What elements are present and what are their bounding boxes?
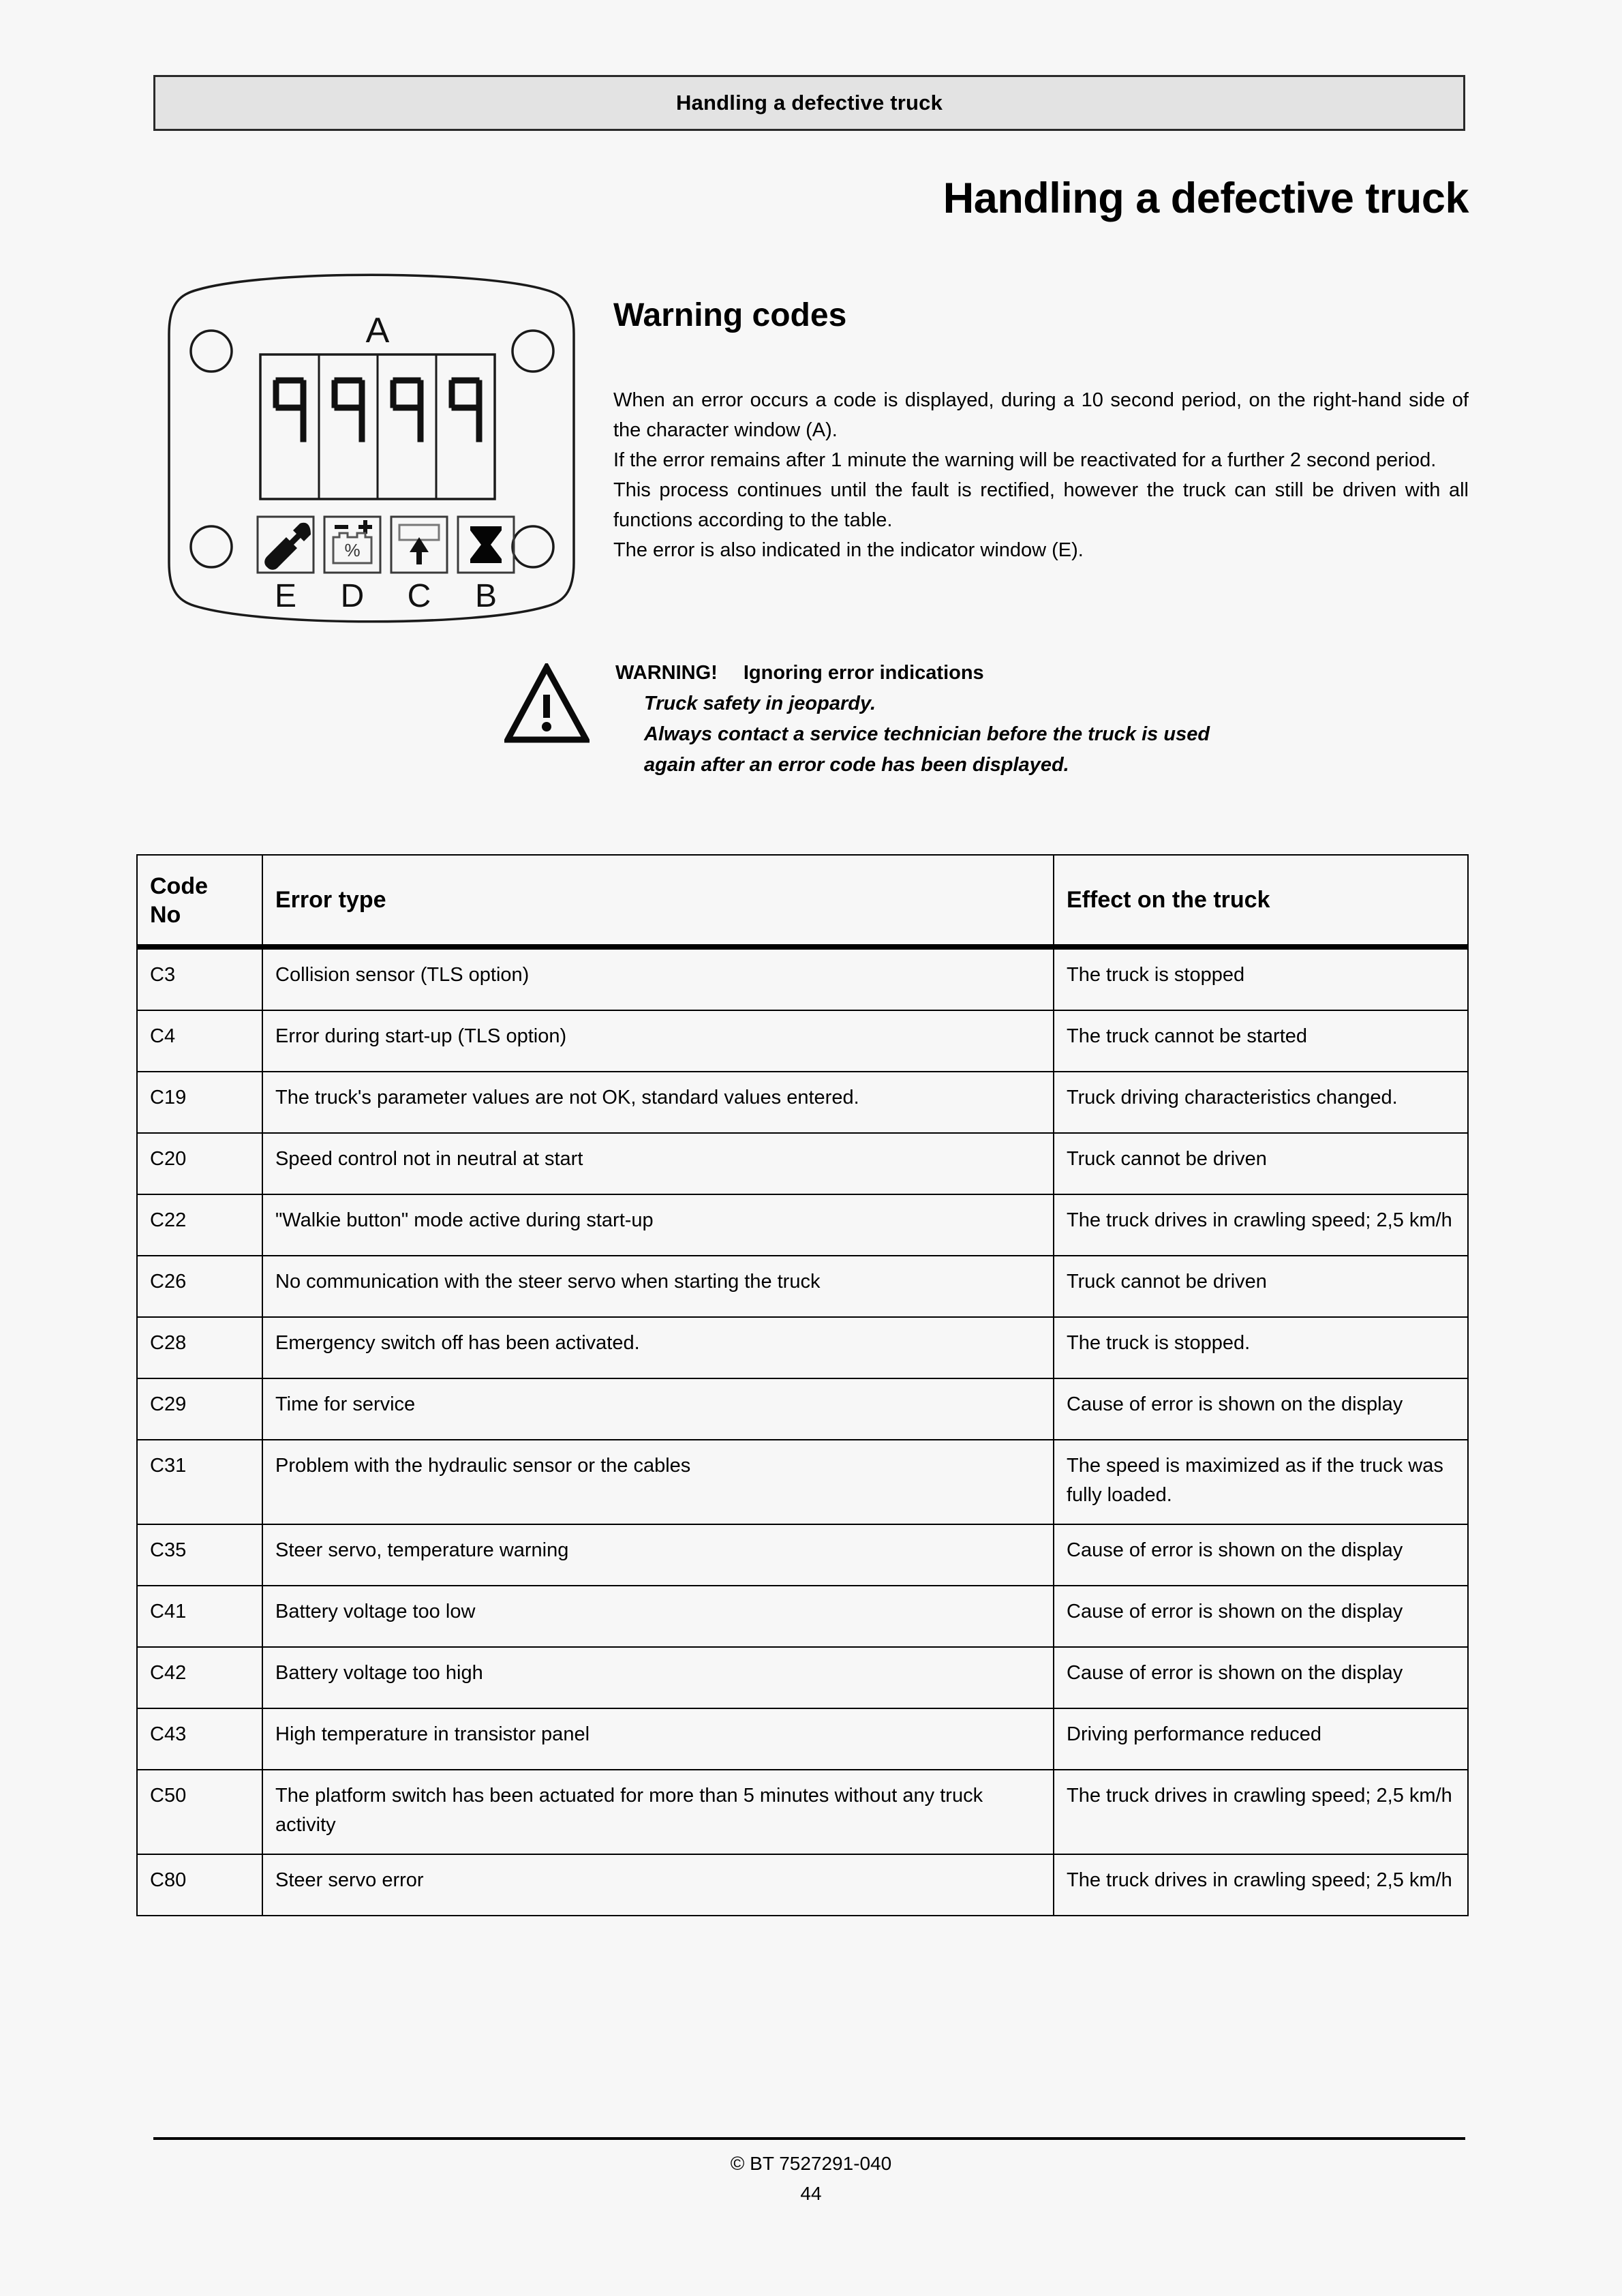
warning-line-1: Truck safety in jeopardy. [644,693,876,714]
cell-code: C19 [137,1072,262,1133]
screw-hole-top-right [512,331,553,372]
intro-paragraph-1: When an error occurs a code is displayed, during a 10 second period, on the right-hand side of the character window (A). [613,389,1469,441]
cell-effect: Cause of error is shown on the display [1054,1524,1468,1586]
intro-text [613,385,1469,565]
warning-triangle-icon [504,663,590,745]
cell-error-type: Problem with the hydraulic sensor or the cables [262,1440,1054,1524]
cell-error-type: "Walkie button" mode active during start-up [262,1194,1054,1256]
battery-percent-icon [324,517,380,573]
indicator-label-b: B [474,578,498,614]
cell-error-type: Steer servo, temperature warning [262,1524,1054,1586]
footer-copyright: © BT 7527291-040 [730,2153,892,2174]
running-header-title: Handling a defective truck [675,91,943,115]
cell-effect: Truck cannot be driven [1054,1133,1468,1194]
cell-error-type: Steer servo error [262,1854,1054,1916]
footer-divider [153,2137,1465,2140]
screw-hole-bottom-right [512,526,553,567]
screw-hole-bottom-left [191,526,232,567]
indicator-label-e: E [274,578,297,614]
cell-code: C28 [137,1317,262,1378]
table-row [137,1586,1468,1647]
table-row [137,1317,1468,1378]
column-header-effect: Effect on the truck [1054,855,1468,947]
column-header-code-line1: Code [150,873,208,899]
cell-effect: Truck cannot be driven [1054,1256,1468,1317]
cell-code: C26 [137,1256,262,1317]
cell-code: C41 [137,1586,262,1647]
indicator-label-d: D [340,578,365,614]
cell-code: C42 [137,1647,262,1708]
svg-text:%: % [344,540,361,560]
table-row [137,1524,1468,1586]
cell-code: C43 [137,1708,262,1770]
cell-effect: The truck cannot be started [1054,1010,1468,1072]
table-header-row [137,855,1468,947]
table-row [137,1072,1468,1133]
table-row [137,1010,1468,1072]
cell-code: C4 [137,1010,262,1072]
cell-error-type: Emergency switch off has been activated. [262,1317,1054,1378]
table-row [137,1854,1468,1916]
footer [0,2149,1622,2209]
wrench-icon [258,517,313,573]
warning-line-3: again after an error code has been displayed. [644,754,1069,776]
column-header-error-type: Error type [262,855,1054,947]
cell-effect: Cause of error is shown on the display [1054,1586,1468,1647]
screw-hole-top-left [191,331,232,372]
table-row [137,1770,1468,1854]
table-row [137,1133,1468,1194]
character-window [260,354,495,499]
warning-codes-table [136,854,1469,1916]
intro-paragraph-3: This process continues until the fault is rectified, however the truck can still be driven with all functions according to the table. [613,479,1469,531]
warning-label: WARNING! [615,662,718,684]
cell-code: C50 [137,1770,262,1854]
table-row [137,1256,1468,1317]
cell-code: C35 [137,1524,262,1586]
cell-effect: Cause of error is shown on the display [1054,1378,1468,1440]
table-row [137,1440,1468,1524]
cell-error-type: Time for service [262,1378,1054,1440]
character-window-label: A [365,311,390,350]
cell-code: C3 [137,947,262,1010]
running-header [153,75,1465,131]
table-row [137,1708,1468,1770]
cell-error-type: No communication with the steer servo when starting the truck [262,1256,1054,1317]
intro-paragraph-4: The error is also indicated in the indicator window (E). [613,539,1084,561]
cell-error-type: The platform switch has been actuated for more than 5 minutes without any truck activity [262,1770,1054,1854]
table-row [137,1194,1468,1256]
warning-line-2: Always contact a service technician before the truck is used [644,723,1210,745]
cell-error-type: The truck's parameter values are not OK, standard values entered. [262,1072,1054,1133]
cell-effect: The truck drives in crawling speed; 2,5 km/h [1054,1194,1468,1256]
table-row [137,1378,1468,1440]
cell-error-type: Speed control not in neutral at start [262,1133,1054,1194]
cell-effect: Driving performance reduced [1054,1708,1468,1770]
cell-effect: The truck is stopped. [1054,1317,1468,1378]
cell-effect: The truck is stopped [1054,947,1468,1010]
cell-code: C31 [137,1440,262,1524]
hourglass-icon [458,517,514,573]
cell-effect: Cause of error is shown on the display [1054,1647,1468,1708]
cell-code: C29 [137,1378,262,1440]
cell-error-type: High temperature in transistor panel [262,1708,1054,1770]
column-header-code-line2: No [150,902,181,928]
indicator-label-c: C [407,578,431,614]
cell-error-type: Error during start-up (TLS option) [262,1010,1054,1072]
table-row [137,947,1468,1010]
warning-title: Ignoring error indications [743,662,984,684]
warning-block [504,658,1472,781]
page-title: Handling a defective truck [943,175,1469,222]
column-header-code [137,855,262,947]
cell-code: C22 [137,1194,262,1256]
section-heading: Warning codes [613,297,847,333]
lift-arrow-icon [391,517,447,573]
cell-error-type: Collision sensor (TLS option) [262,947,1054,1010]
cell-error-type: Battery voltage too low [262,1586,1054,1647]
cell-code: C20 [137,1133,262,1194]
cell-effect: The truck drives in crawling speed; 2,5 km/h [1054,1854,1468,1916]
display-panel-figure [157,252,586,634]
cell-effect: Truck driving characteristics changed. [1054,1072,1468,1133]
cell-effect: The truck drives in crawling speed; 2,5 km/h [1054,1770,1468,1854]
footer-page-number: 44 [800,2183,822,2204]
table-row [137,1647,1468,1708]
intro-paragraph-2: If the error remains after 1 minute the warning will be reactivated for a further 2 second period. [613,449,1437,471]
warning-headline [615,658,1210,689]
cell-effect: The speed is maximized as if the truck was fully loaded. [1054,1440,1468,1524]
cell-error-type: Battery voltage too high [262,1647,1054,1708]
table-body [137,947,1468,1916]
cell-code: C80 [137,1854,262,1916]
